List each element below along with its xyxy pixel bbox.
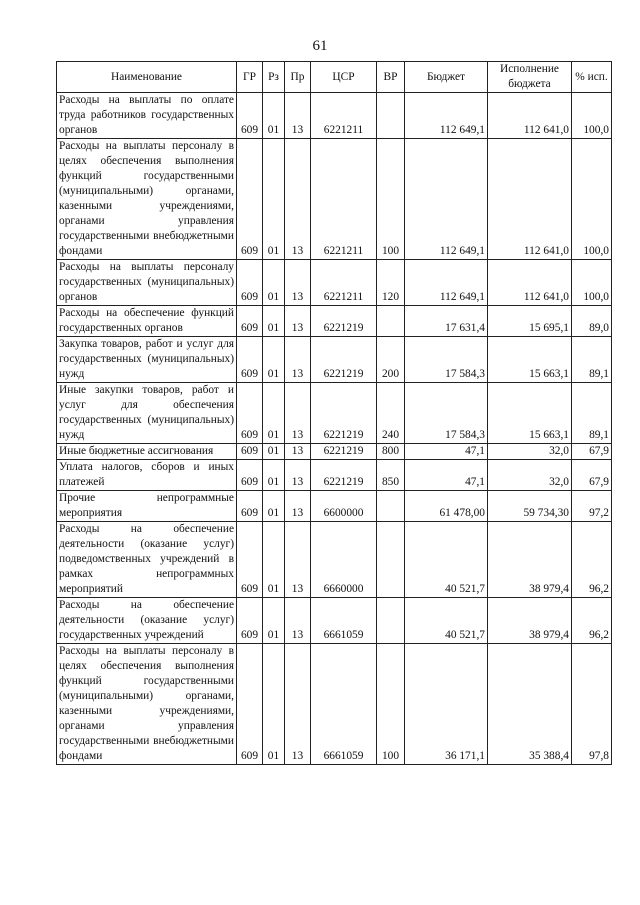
cell-csr: 6221219	[311, 460, 377, 491]
cell-execution: 32,0	[488, 444, 572, 460]
cell-csr: 6600000	[311, 491, 377, 522]
cell-pr: 13	[285, 598, 311, 644]
table-row	[57, 260, 612, 306]
cell-execution: 59 734,30	[488, 491, 572, 522]
table-row	[57, 306, 612, 337]
cell-budget: 40 521,7	[405, 598, 488, 644]
cell-gr: 609	[237, 444, 263, 460]
cell-execution: 112 641,0	[488, 260, 572, 306]
cell-gr: 609	[237, 460, 263, 491]
budget-table	[56, 61, 612, 765]
cell-csr: 6221219	[311, 337, 377, 383]
table-row	[57, 491, 612, 522]
header-budget: Бюджет	[405, 62, 488, 93]
cell-budget: 47,1	[405, 460, 488, 491]
cell-gr: 609	[237, 644, 263, 765]
table-header-row	[57, 62, 612, 93]
cell-rz: 01	[263, 260, 285, 306]
cell-name: Прочие непрограммные мероприятия	[57, 491, 237, 522]
cell-vr: 100	[377, 644, 405, 765]
cell-name: Уплата налогов, сборов и иных платежей	[57, 460, 237, 491]
cell-budget: 17 631,4	[405, 306, 488, 337]
cell-budget: 40 521,7	[405, 522, 488, 598]
cell-execution: 15 695,1	[488, 306, 572, 337]
cell-rz: 01	[263, 444, 285, 460]
cell-rz: 01	[263, 598, 285, 644]
cell-percent: 100,0	[572, 260, 612, 306]
cell-gr: 609	[237, 260, 263, 306]
table-row	[57, 139, 612, 260]
cell-gr: 609	[237, 491, 263, 522]
cell-execution: 38 979,4	[488, 522, 572, 598]
cell-pr: 13	[285, 491, 311, 522]
table-row	[57, 383, 612, 444]
header-vr: ВР	[377, 62, 405, 93]
header-gr: ГР	[237, 62, 263, 93]
cell-percent: 96,2	[572, 522, 612, 598]
cell-gr: 609	[237, 337, 263, 383]
header-csr: ЦСР	[311, 62, 377, 93]
cell-name: Закупка товаров, работ и услуг для государственных (муниципальных) нужд	[57, 337, 237, 383]
cell-gr: 609	[237, 383, 263, 444]
cell-name: Расходы на выплаты персоналу в целях обеспечения выполнения функций государственными (муниципальными) органами, казенными учреждениями, органами управления государственными внебюджетными фондами	[57, 644, 237, 765]
cell-vr: 850	[377, 460, 405, 491]
table-row	[57, 337, 612, 383]
cell-gr: 609	[237, 522, 263, 598]
table-row	[57, 93, 612, 139]
cell-execution: 15 663,1	[488, 383, 572, 444]
cell-percent: 89,1	[572, 337, 612, 383]
table-row	[57, 460, 612, 491]
cell-percent: 100,0	[572, 139, 612, 260]
cell-pr: 13	[285, 383, 311, 444]
cell-rz: 01	[263, 383, 285, 444]
cell-name: Иные закупки товаров, работ и услуг для обеспечения государственных (муниципальных) нужд	[57, 383, 237, 444]
table-row	[57, 444, 612, 460]
cell-csr: 6221219	[311, 306, 377, 337]
cell-percent: 89,0	[572, 306, 612, 337]
cell-execution: 112 641,0	[488, 93, 572, 139]
cell-vr: 100	[377, 139, 405, 260]
table-row	[57, 598, 612, 644]
cell-budget: 112 649,1	[405, 260, 488, 306]
header-pr: Пр	[285, 62, 311, 93]
cell-percent: 97,2	[572, 491, 612, 522]
header-execution: Исполнение бюджета	[488, 62, 572, 93]
cell-pr: 13	[285, 93, 311, 139]
cell-budget: 61 478,00	[405, 491, 488, 522]
cell-pr: 13	[285, 260, 311, 306]
cell-csr: 6661059	[311, 598, 377, 644]
cell-name: Расходы на обеспечение функций государственных органов	[57, 306, 237, 337]
cell-pr: 13	[285, 460, 311, 491]
cell-name: Расходы на выплаты персоналу в целях обеспечения выполнения функций государственными (муниципальными) органами, казенными учреждениями, органами управления государственными внебюджетными фондами	[57, 139, 237, 260]
cell-name: Расходы на выплаты по оплате труда работников государственных органов	[57, 93, 237, 139]
header-name: Наименование	[57, 62, 237, 93]
cell-name: Расходы на выплаты персоналу государственных (муниципальных) органов	[57, 260, 237, 306]
cell-percent: 96,2	[572, 598, 612, 644]
cell-vr	[377, 93, 405, 139]
cell-budget: 112 649,1	[405, 139, 488, 260]
cell-rz: 01	[263, 644, 285, 765]
cell-pr: 13	[285, 337, 311, 383]
cell-gr: 609	[237, 306, 263, 337]
cell-percent: 67,9	[572, 444, 612, 460]
cell-vr: 800	[377, 444, 405, 460]
cell-pr: 13	[285, 444, 311, 460]
cell-pr: 13	[285, 644, 311, 765]
cell-execution: 32,0	[488, 460, 572, 491]
cell-rz: 01	[263, 306, 285, 337]
cell-csr: 6221211	[311, 139, 377, 260]
cell-gr: 609	[237, 93, 263, 139]
cell-percent: 100,0	[572, 93, 612, 139]
cell-percent: 97,8	[572, 644, 612, 765]
cell-rz: 01	[263, 93, 285, 139]
cell-pr: 13	[285, 522, 311, 598]
cell-execution: 35 388,4	[488, 644, 572, 765]
cell-budget: 47,1	[405, 444, 488, 460]
cell-csr: 6221211	[311, 260, 377, 306]
cell-csr: 6221211	[311, 93, 377, 139]
cell-vr: 120	[377, 260, 405, 306]
cell-percent: 89,1	[572, 383, 612, 444]
table-row	[57, 522, 612, 598]
cell-rz: 01	[263, 522, 285, 598]
cell-name: Расходы на обеспечение деятельности (оказание услуг) государственных учреждений	[57, 598, 237, 644]
header-rz: Рз	[263, 62, 285, 93]
cell-csr: 6660000	[311, 522, 377, 598]
cell-budget: 36 171,1	[405, 644, 488, 765]
cell-budget: 112 649,1	[405, 93, 488, 139]
cell-name: Иные бюджетные ассигнования	[57, 444, 237, 460]
cell-name: Расходы на обеспечение деятельности (оказание услуг) подведомственных учреждений в рамках непрограммных мероприятий	[57, 522, 237, 598]
cell-csr: 6661059	[311, 644, 377, 765]
cell-csr: 6221219	[311, 444, 377, 460]
cell-rz: 01	[263, 139, 285, 260]
cell-pr: 13	[285, 139, 311, 260]
table-row	[57, 644, 612, 765]
cell-execution: 112 641,0	[488, 139, 572, 260]
cell-vr	[377, 598, 405, 644]
cell-execution: 38 979,4	[488, 598, 572, 644]
cell-vr	[377, 306, 405, 337]
cell-vr	[377, 491, 405, 522]
header-percent: % исп.	[572, 62, 612, 93]
cell-csr: 6221219	[311, 383, 377, 444]
cell-rz: 01	[263, 460, 285, 491]
page-number: 61	[312, 38, 328, 54]
cell-budget: 17 584,3	[405, 337, 488, 383]
cell-vr: 240	[377, 383, 405, 444]
cell-rz: 01	[263, 491, 285, 522]
cell-execution: 15 663,1	[488, 337, 572, 383]
cell-percent: 67,9	[572, 460, 612, 491]
cell-gr: 609	[237, 598, 263, 644]
cell-gr: 609	[237, 139, 263, 260]
cell-pr: 13	[285, 306, 311, 337]
cell-rz: 01	[263, 337, 285, 383]
cell-vr: 200	[377, 337, 405, 383]
cell-vr	[377, 522, 405, 598]
cell-budget: 17 584,3	[405, 383, 488, 444]
